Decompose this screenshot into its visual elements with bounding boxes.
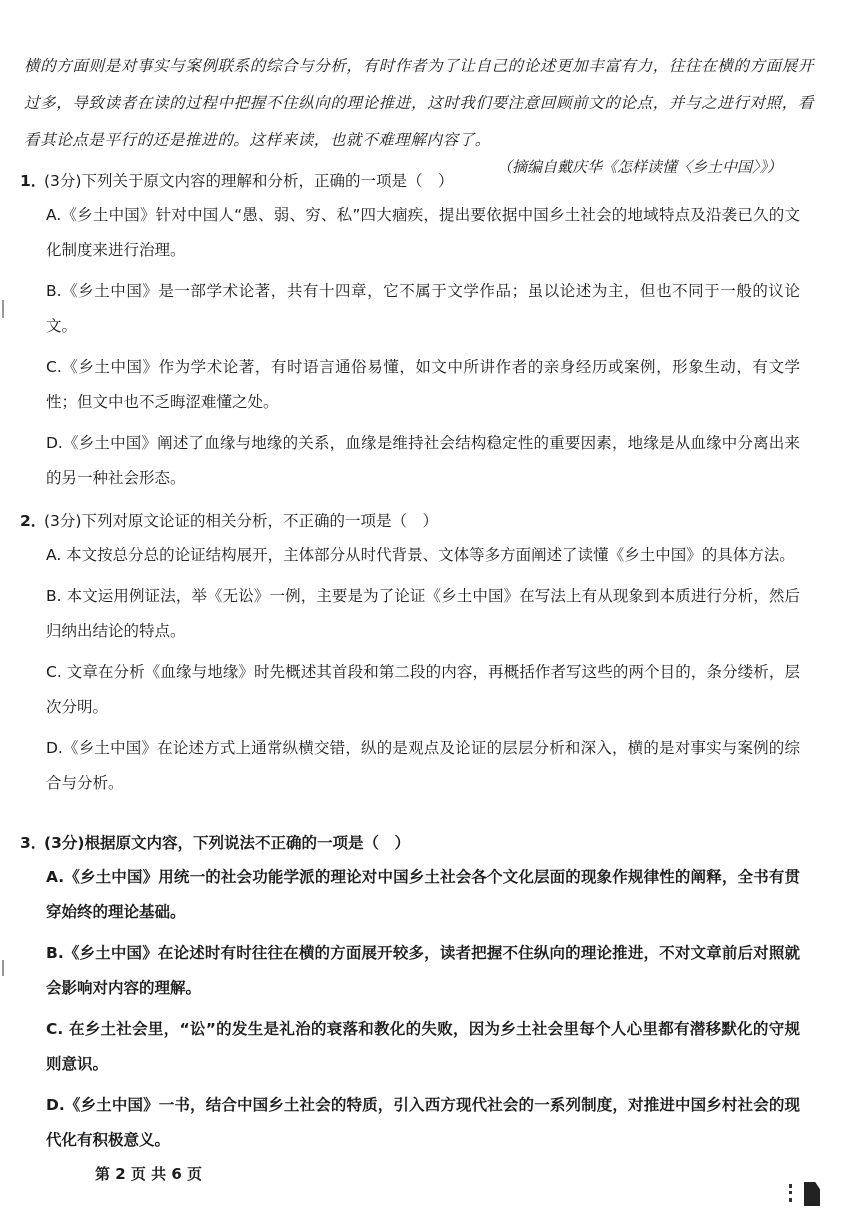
question-text: (3分)根据原文内容，下列说法不正确的一项是（ ）: [44, 834, 410, 852]
option-b: B.《乡土中国》在论述时有时往往在横的方面展开较多，读者把握不住纵向的理论推进，不对文章前后对照就会影响对内容的理解。: [46, 944, 800, 997]
option-a: A.《乡土中国》针对中国人“愚、弱、穷、私”四大痼疾，提出要依据中国乡土社会的地域特点及沿袭已久的文化制度来进行治理。: [46, 206, 800, 259]
question-text: (3分)下列关于原文内容的理解和分析，正确的一项是（ ）: [44, 172, 454, 190]
question-stem: [20, 170, 800, 192]
option-d: D.《乡土中国》一书，结合中国乡土社会的特质，引入西方现代社会的一系列制度，对推进中国乡村社会的现代化有积极意义。: [46, 1096, 800, 1149]
passage-source: （摘编自戴庆华《怎样读懂〈乡土中国〉》）: [496, 158, 782, 176]
option-c: C.《乡土中国》作为学术论著，有时语言通俗易懂，如文中所讲作者的亲身经历或案例，形象生动，有文学性；但文中也不乏晦涩难懂之处。: [46, 358, 800, 411]
question-number: 1．: [20, 172, 47, 190]
option-b: B.《乡土中国》是一部学术论著，共有十四章，它不属于文学作品；虽以论述为主，但也不同于一般的议论文。: [46, 282, 800, 335]
option-a: A. 本文按总分总的论证结构展开，主体部分从时代背景、文体等多方面阐述了读懂《乡土中国》的具体方法。: [46, 546, 795, 564]
option-d: D.《乡土中国》阐述了血缘与地缘的关系，血缘是维持社会结构稳定性的重要因素，地缘是从血缘中分离出来的另一种社会形态。: [46, 434, 800, 487]
option-d: D.《乡土中国》在论述方式上通常纵横交错，纵的是观点及论证的层层分析和深入，横的是对事实与案例的综合与分析。: [46, 739, 800, 792]
margin-mark: [2, 300, 4, 318]
margin-mark: [2, 960, 4, 976]
scan-mark: [804, 1182, 820, 1206]
option-c: C. 在乡土社会里，“讼”的发生是礼治的衰落和教化的失败，因为乡土社会里每个人心里都有潜移默化的守规则意识。: [46, 1020, 800, 1073]
question-stem: [20, 510, 800, 532]
question-number: 2．: [20, 512, 47, 530]
scan-mark: [789, 1184, 796, 1202]
question-number: 3．: [20, 834, 47, 852]
question-2: [20, 510, 800, 801]
question-3: [20, 832, 800, 1158]
question-text: (3分)下列对原文论证的相关分析，不正确的一项是（ ）: [44, 512, 438, 530]
option-a: A.《乡土中国》用统一的社会功能学派的理论对中国乡土社会各个文化层面的现象作规律性的阐释，全书有贯穿始终的理论基础。: [46, 868, 800, 921]
page-number: 第 2 页 共 6 页: [95, 1165, 202, 1183]
question-1: [20, 170, 800, 496]
question-stem: [20, 832, 800, 854]
option-c: C. 文章在分析《血缘与地缘》时先概述其首段和第二段的内容，再概括作者写这些的两个目的，条分缕析，层次分明。: [46, 663, 800, 716]
passage-ending: 横的方面则是对事实与案例联系的综合与分析，有时作者为了让自己的论述更加丰富有力，往往在横的方面展开过多，导致读者在读的过程中把握不住纵向的理论推进，这时我们要注意回顾前文的论点，并与之进行对照，看看其论点是平行的还是推进的。这样来读，也就不难理解内容了。: [24, 57, 814, 149]
option-b: B. 本文运用例证法，举《无讼》一例，主要是为了论证《乡土中国》在写法上有从现象到本质进行分析，然后归纳出结论的特点。: [46, 587, 800, 640]
